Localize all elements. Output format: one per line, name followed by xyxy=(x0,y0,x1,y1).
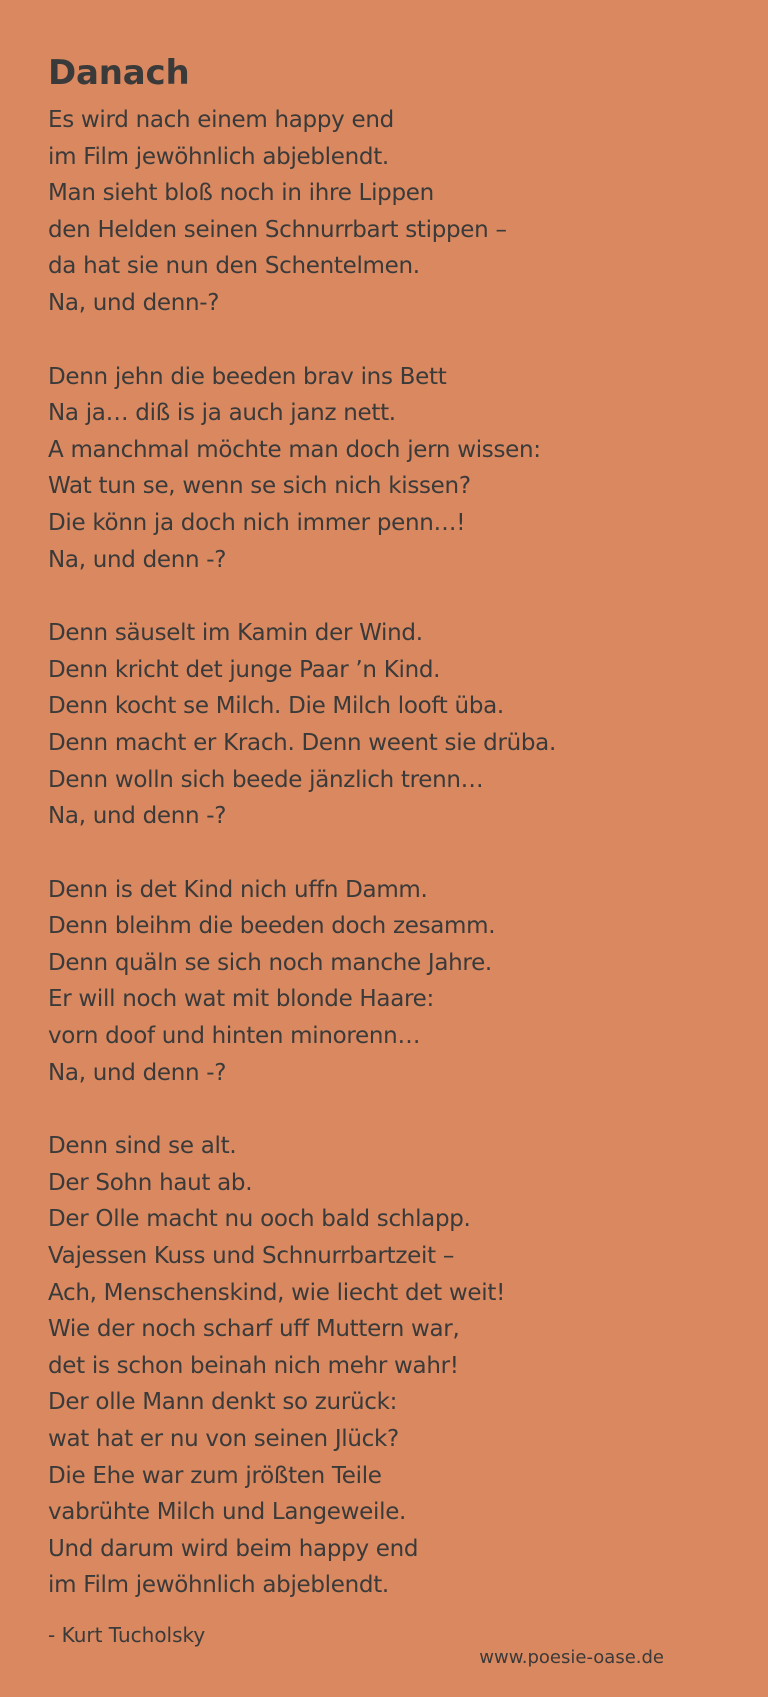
poem-line: Der olle Mann denkt so zurück: xyxy=(48,1389,398,1416)
poem-stanza xyxy=(48,102,738,322)
poem-body xyxy=(48,102,738,1604)
poem-stanza xyxy=(48,359,738,579)
poem-line: Na, und denn -? xyxy=(48,803,227,830)
poem-author: - Kurt Tucholsky xyxy=(48,1623,206,1647)
poem-line: Der Sohn haut ab. xyxy=(48,1169,253,1196)
poem-line: Der Olle macht nu ooch bald schlapp. xyxy=(48,1206,471,1233)
poem-card xyxy=(48,48,738,1604)
poem-line: Denn bleihm die beeden doch zesamm. xyxy=(48,913,496,940)
poem-line: Denn säuselt im Kamin der Wind. xyxy=(48,620,423,647)
poem-line: det is schon beinah nich mehr wahr! xyxy=(48,1352,459,1379)
poem-line: den Helden seinen Schnurrbart stippen – xyxy=(48,216,507,243)
poem-line: vabrühte Milch und Langeweile. xyxy=(48,1499,407,1526)
poem-line: Ach, Menschenskind, wie liecht det weit! xyxy=(48,1279,505,1306)
poem-line: Denn wolln sich beede jänzlich trenn… xyxy=(48,766,484,793)
poem-line: Die Ehe war zum jrößten Teile xyxy=(48,1462,382,1489)
poem-line: vorn doof und hinten minorenn… xyxy=(48,1023,421,1050)
poem-line: im Film jewöhnlich abjeblendt. xyxy=(48,143,389,170)
poem-line: Er will noch wat mit blonde Haare: xyxy=(48,986,434,1013)
poem-line: Man sieht bloß noch in ihre Lippen xyxy=(48,180,434,207)
poem-line: Es wird nach einem happy end xyxy=(48,107,394,133)
poem-line: im Film jewöhnlich abjeblendt. xyxy=(48,1572,389,1599)
poem-line: wat hat er nu von seinen Jlück? xyxy=(48,1426,399,1452)
poem-stanza xyxy=(48,1128,738,1604)
poem-line: Wat tun se, wenn se sich nich kissen? xyxy=(48,473,471,500)
poem-line: Denn kocht se Milch. Die Milch looft üba. xyxy=(48,693,504,720)
poem-line: A manchmal möchte man doch jern wissen: xyxy=(48,436,541,463)
poem-title: Danach xyxy=(48,53,190,93)
website-credit: www.poesie-oase.de xyxy=(479,1647,664,1668)
poem-line: Denn sind se alt. xyxy=(48,1133,237,1160)
poem-line: Vajessen Kuss und Schnurrbartzeit – xyxy=(48,1243,455,1270)
poem-line: Wie der noch scharf uff Muttern war, xyxy=(48,1316,460,1343)
poem-line: Na ja… diß is ja auch janz nett. xyxy=(48,400,396,427)
poem-line: Denn jehn die beeden brav ins Bett xyxy=(48,363,447,390)
poem-line: Die könn ja doch nich immer penn…! xyxy=(48,509,466,536)
poem-line: Und darum wird beim happy end xyxy=(48,1535,419,1562)
poem-stanza xyxy=(48,872,738,1092)
poem-stanza xyxy=(48,615,738,835)
poem-line: Denn macht er Krach. Denn weent sie drüba. xyxy=(48,729,556,756)
poem-line: da hat sie nun den Schentelmen. xyxy=(48,253,420,280)
poem-line: Na, und denn -? xyxy=(48,546,227,573)
poem-line: Denn quäln se sich noch manche Jahre. xyxy=(48,949,492,976)
poem-line: Denn is det Kind nich uffn Damm. xyxy=(48,876,428,903)
poem-line: Denn kricht det junge Paar ’n Kind. xyxy=(48,656,441,683)
poem-line: Na, und denn -? xyxy=(48,1059,227,1086)
poem-line: Na, und denn-? xyxy=(48,289,220,316)
